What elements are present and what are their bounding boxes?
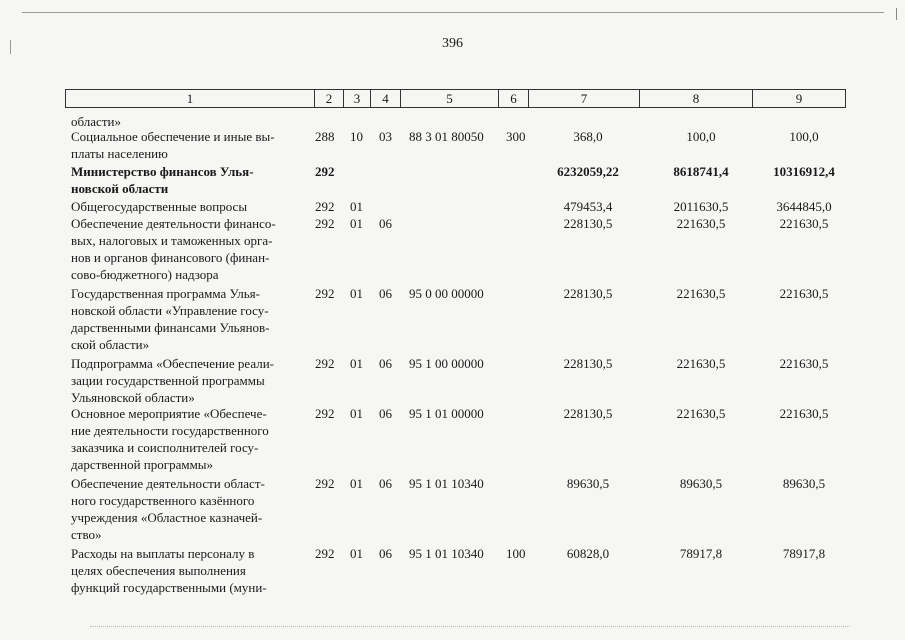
cell-c9: 221630,5: [779, 406, 829, 421]
row-name: [71, 128, 307, 162]
row-name-line: Общегосударственные вопросы: [71, 199, 248, 214]
cell-c9: 89630,5: [782, 476, 826, 491]
cell-c9: 3644845,0: [776, 199, 832, 214]
cell-c3: 01: [350, 199, 363, 214]
row-name-line: нов и органов финансового (финан-: [71, 250, 270, 265]
cell-c5: 95 0 00 00000: [409, 286, 484, 301]
row-name: [71, 215, 307, 283]
cell-c5: 88 3 01 80050: [409, 129, 484, 144]
cell-c3: 01: [350, 406, 363, 421]
row-name-line: ного государственного казённого: [71, 493, 255, 508]
cell-c7: 368,0: [573, 129, 603, 144]
cell-c6: 100: [506, 546, 526, 561]
row-name-line: Обеспечение деятельности финансо-: [71, 216, 276, 231]
cell-c9: 221630,5: [779, 356, 829, 371]
row-name-line: зации государственной программы: [71, 373, 265, 388]
cell-c5: 95 1 01 00000: [409, 406, 484, 421]
cell-c7: 228130,5: [563, 356, 613, 371]
row-name-line: Ульяновской области»: [71, 390, 195, 405]
row-name: [71, 285, 307, 353]
cell-c7: 89630,5: [566, 476, 610, 491]
cell-c7: 228130,5: [563, 406, 613, 421]
header-col-5: 5: [401, 90, 499, 107]
cell-c7: 479453,4: [563, 199, 613, 214]
cell-c3: 10: [350, 129, 363, 144]
row-name-line: Министерство финансов Улья-: [71, 164, 254, 179]
cell-c4: 06: [379, 356, 392, 371]
cell-c2: 292: [315, 199, 335, 214]
cell-c2: 292: [315, 476, 335, 491]
cell-c2: 292: [315, 406, 335, 421]
cell-c4: 06: [379, 546, 392, 561]
cell-c2: 292: [315, 356, 335, 371]
cell-c3: 01: [350, 216, 363, 231]
cell-c7: 228130,5: [563, 286, 613, 301]
cell-c8: 78917,8: [679, 546, 723, 561]
cell-c9: 10316912,4: [773, 164, 835, 179]
top-rule: [22, 12, 884, 13]
cell-c3: 01: [350, 286, 363, 301]
header-col-3: 3: [344, 90, 371, 107]
cell-c4: 06: [379, 216, 392, 231]
row-name-line: вых, налоговых и таможенных орга-: [71, 233, 273, 248]
header-col-9: 9: [795, 91, 803, 106]
header-col-8: 8: [640, 90, 753, 107]
cell-c2: 288: [315, 129, 335, 144]
scan-mark: [896, 8, 897, 20]
header-col-1: 1: [66, 90, 315, 107]
row-name-line: Расходы на выплаты персоналу в: [71, 546, 255, 561]
page-number: 396: [442, 36, 463, 51]
cell-c2: 292: [315, 216, 335, 231]
cell-c8: 89630,5: [679, 476, 723, 491]
row-name-line: Социальное обеспечение и иные вы-: [71, 129, 275, 144]
row-name-line: Обеспечение деятельности област-: [71, 476, 265, 491]
row-name: [71, 405, 307, 473]
cell-c8: 221630,5: [676, 406, 726, 421]
row-name-line: платы населению: [71, 146, 168, 161]
row-name-line: сово-бюджетного) надзора: [71, 267, 219, 282]
row-name-line: области»: [71, 114, 121, 129]
cell-c9: 78917,8: [782, 546, 826, 561]
cell-c3: 01: [350, 356, 363, 371]
cell-c2: 292: [315, 164, 335, 179]
cell-c7: 228130,5: [563, 216, 613, 231]
row-name-line: ние деятельности государственного: [71, 423, 269, 438]
cell-c5: 95 1 01 10340: [409, 546, 484, 561]
cell-c6: 300: [506, 129, 526, 144]
cell-c5: 95 1 00 00000: [409, 356, 484, 371]
row-name-line: Государственная программа Улья-: [71, 286, 260, 301]
header-col-4: 4: [371, 90, 401, 107]
row-name-line: функций государственными (муни-: [71, 580, 267, 595]
cell-c8: 2011630,5: [673, 199, 729, 214]
cell-c8: 8618741,4: [673, 164, 729, 179]
cell-c4: 06: [379, 286, 392, 301]
cell-c2: 292: [315, 286, 335, 301]
row-name-line: учреждения «Областное казначей-: [71, 510, 263, 525]
cell-c9: 221630,5: [779, 216, 829, 231]
cell-c7: 6232059,22: [557, 164, 619, 179]
row-name-line: новской области «Управление госу-: [71, 303, 269, 318]
row-name: [71, 545, 307, 596]
table-header: [65, 89, 846, 108]
cell-c4: 06: [379, 406, 392, 421]
scan-mark: [90, 626, 850, 627]
cell-c5: 95 1 01 10340: [409, 476, 484, 491]
row-name: [71, 475, 307, 543]
row-name-line: Основное мероприятие «Обеспече-: [71, 406, 267, 421]
row-name: [71, 355, 307, 406]
row-name: [71, 163, 307, 197]
cell-c4: 06: [379, 476, 392, 491]
cell-c3: 01: [350, 476, 363, 491]
cell-c8: 221630,5: [676, 286, 726, 301]
cell-c8: 221630,5: [676, 356, 726, 371]
row-name: [71, 198, 307, 215]
cell-c8: 221630,5: [676, 216, 726, 231]
row-name-line: ство»: [71, 527, 102, 542]
cell-c9: 100,0: [789, 129, 819, 144]
row-name-line: целях обеспечения выполнения: [71, 563, 246, 578]
row-name-line: дарственными финансами Ульянов-: [71, 320, 270, 335]
cell-c9: 221630,5: [779, 286, 829, 301]
row-name-line: дарственной программы»: [71, 457, 214, 472]
cell-c2: 292: [315, 546, 335, 561]
header-col-7: 7: [529, 90, 640, 107]
header-col-6: 6: [499, 90, 529, 107]
cell-c8: 100,0: [686, 129, 716, 144]
row-name-line: заказчика и соисполнителей госу-: [71, 440, 259, 455]
row-name-line: новской области: [71, 181, 169, 196]
row-name-line: Подпрограмма «Обеспечение реали-: [71, 356, 274, 371]
row-name-line: ской области»: [71, 337, 150, 352]
cell-c3: 01: [350, 546, 363, 561]
header-col-2: 2: [315, 90, 344, 107]
cell-c4: 03: [379, 129, 392, 144]
cell-c7: 60828,0: [566, 546, 610, 561]
